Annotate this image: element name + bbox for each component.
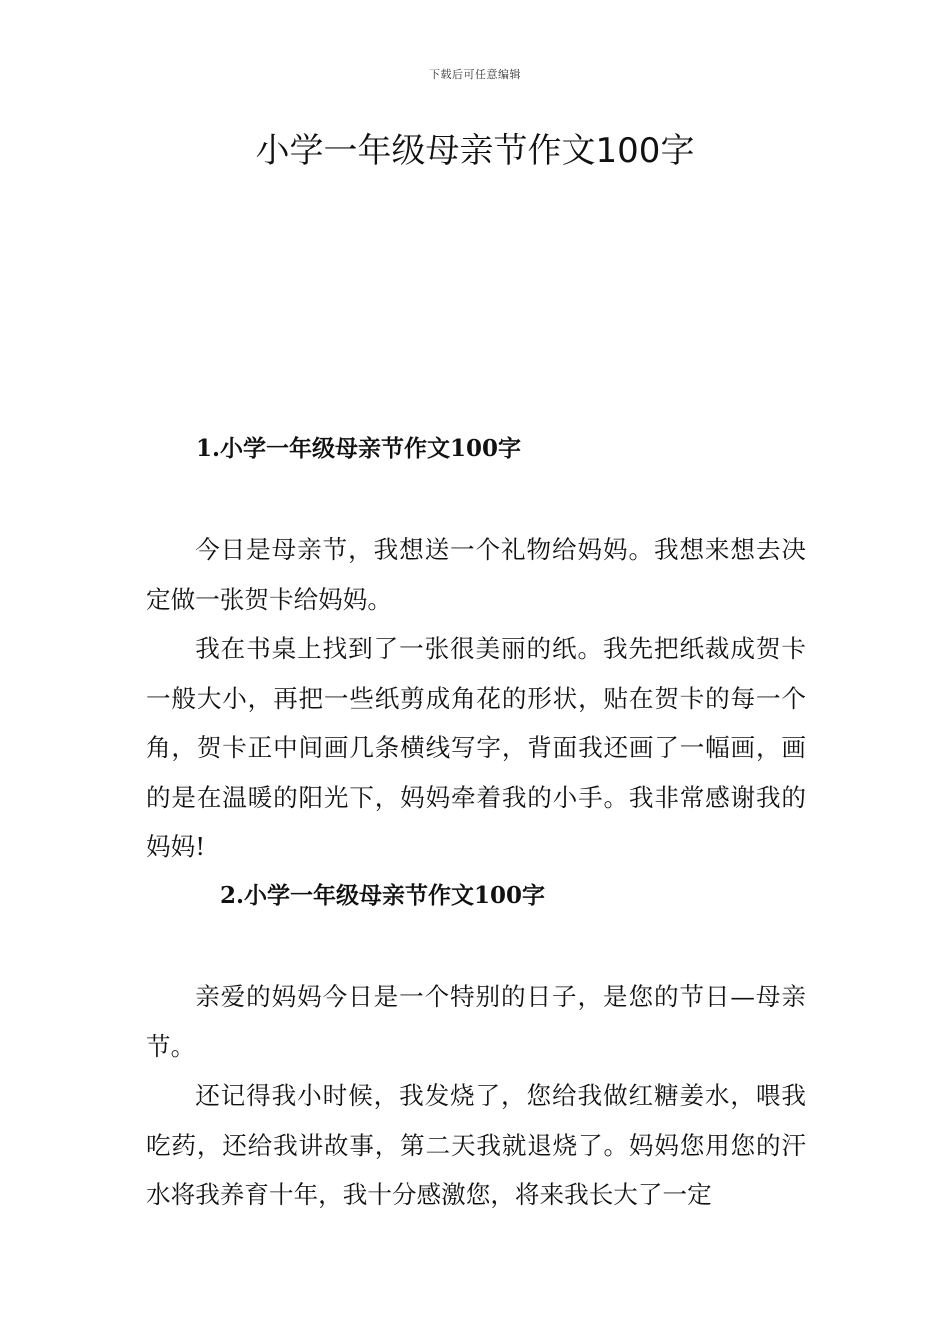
document-title: 小学一年级母亲节作文100字 [255, 131, 695, 171]
section-1-paragraph-2: 我在书桌上找到了一张很美丽的纸。我先把纸裁成贺卡一般大小，再把一些纸剪成角花的形状，贴在贺卡的每一个角，贺卡正中间画几条横线写字，背面我还画了一幅画，画的是在温暖的阳光下，妈妈牵着我的小手。我非常感谢我的妈妈! [146, 634, 806, 861]
section-2-paragraph-1: 亲爱的妈妈今日是一个特别的日子，是您的节日—母亲节。 [146, 982, 806, 1061]
section-2-paragraph-2: 还记得我小时候，我发烧了，您给我做红糖姜水，喂我吃药，还给我讲故事，第二天我就退烧了。妈妈您用您的汗水将我养育十年，我十分感激您，将来我长大了一定 [146, 1081, 806, 1209]
section-heading-1: 1.小学一年级母亲节作文100字 [196, 435, 522, 462]
section-1-paragraph-1: 今日是母亲节，我想送一个礼物给妈妈。我想来想去决定做一张贺卡给妈妈。 [146, 535, 806, 614]
section-heading-2: 2.小学一年级母亲节作文100字 [220, 882, 546, 909]
header-note: 下载后可任意编辑 [429, 68, 521, 81]
